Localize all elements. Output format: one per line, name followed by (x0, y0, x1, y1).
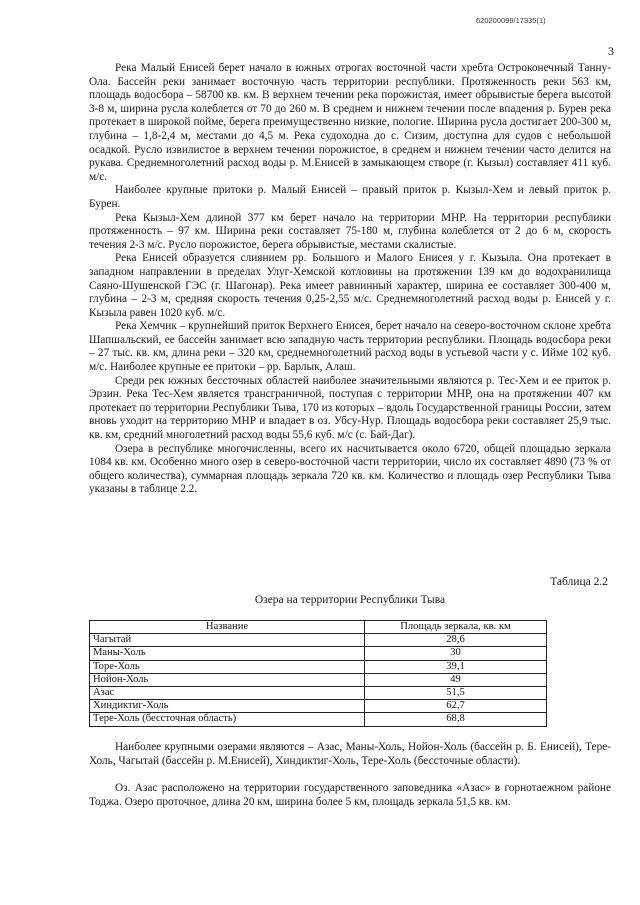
table-row (90, 713, 547, 726)
lake-name: Хиндиктиг-Холь (90, 700, 365, 713)
paragraph-lakes: Озера в республике многочисленны, всего их насчитывается около 6720, общей площадью зеркала 1084 кв. км. Особенно много озер в северо-восточной части территории, число их составляет 4890 (73 % от общего количества), суммарная площадь зеркала 720 кв. км. Количество и площадь озер Республики Тыва указаны в таблице 2.2. (89, 442, 611, 496)
body-text-after-table (89, 741, 611, 823)
column-header-area: Площадь зеркала, кв. км (365, 621, 547, 634)
lake-name: Азас (90, 687, 365, 700)
lake-name: Тере-Холь (бессточная область) (90, 713, 365, 726)
lake-name: Маны-Холь (90, 647, 365, 660)
table-row (90, 634, 547, 647)
table-header-row (90, 621, 547, 634)
table-row (90, 700, 547, 713)
lakes-table (89, 620, 547, 727)
table-row (90, 687, 547, 700)
paragraph-kyzyl-khem: Река Кызыл-Хем длиной 377 км берет начало на территории МНР. На территории республики протяженность – 97 км. Ширина реки составляет 75-180 м, глубина колеблется от 2 до 6 м, скорость течения 2-3 м/с. Русло порожистое, берега обрывистые, местами скалистые. (89, 211, 611, 251)
lake-name: Нойон-Холь (90, 673, 365, 686)
table-row (90, 647, 547, 660)
paragraph-largest-lakes: Наиболее крупными озерами являются – Азас, Маны-Холь, Нойон-Холь (бассейн р. Б. Енисей), Тере-Холь, Чагытай (бассейн р. М.Енисей), Хиндиктиг-Холь, Тере-Холь (бессточные области). (89, 741, 611, 767)
page-number: 3 (608, 44, 614, 58)
paragraph-tributaries: Наиболее крупные притоки р. Малый Енисей – правый приток р. Кызыл-Хем и левый приток р. Бурен. (89, 184, 611, 210)
table-row (90, 660, 547, 673)
lake-area: 30 (365, 647, 547, 660)
lake-name: Чагытай (90, 634, 365, 647)
lake-area: 51,5 (365, 687, 547, 700)
lake-name: Торе-Холь (90, 660, 365, 673)
lake-area: 62,7 (365, 700, 547, 713)
paragraph-tes-khem: Среди рек южных бессточных областей наиболее значительными являются р. Тес-Хем и ее приток р. Эрзин. Река Тес-Хем является трансграничной, поступая с территории МНР, она на протяжении 407 км протекает по территории Республики Тыва, 170 из которых – вдоль Государственной границы России, затем вновь уходит на территорию МНР и впадает в оз. Убсу-Нур. Площадь водосбора реки составляет 25,9 тыс. кв. км, средний многолетний расход воды 55,6 куб. м/с (с. Бай-Даг). (89, 374, 611, 442)
document-id: 620200099/17335(1) (476, 16, 546, 25)
lake-area: 49 (365, 673, 547, 686)
paragraph-azas: Оз. Азас расположено на территории государственного заповедника «Азас» в горнотаежном районе Тоджа. Озеро проточное, длина 20 км, ширина более 5 км, площадь зеркала 51,5 кв. км. (89, 782, 611, 808)
lake-area: 39,1 (365, 660, 547, 673)
table-label: Таблица 2.2 (550, 576, 608, 588)
paragraph-maly-yenisei: Река Малый Енисей берет начало в южных отрогах восточной части хребта Остроконечный Танну-Ола. Бассейн реки занимает восточную часть территории республики. Протяженность реки 563 км, площадь водосбора – 58700 кв. км. В верхнем течении река порожистая, имеет обрывистые берега высотой 3-8 м, ширина русла колеблется от 70 до 260 м. В среднем и нижнем течении после впадения р. Бурен река протекает в широкой пойме, берега преимущественно низкие, пологие. Ширина русла достигает 200-300 м, глубина – 1,8-2,4 м, местами до 4,5 м. Река судоходна до с. Сизим, доступна для судов с небольшой осадкой. Русло извилистое в верхнем течении порожистое, в среднем и нижнем течении часто делится на рукава. Среднемноголетний расход воды р. М.Енисей в замыкающем створе (г. Кызыл) составляет 411 куб. м/с. (89, 62, 611, 183)
body-text (89, 62, 611, 497)
paragraph-yenisei: Река Енисей образуется слиянием рр. Большого и Малого Енисея у г. Кызыла. Она протекает в западном направлении в пределах Улуг-Хемской котловины на протяжении 139 км до водохранилища Саяно-Шушенской ГЭС (г. Шагонар). Река имеет равнинный характер, ширина ее составляет 300-400 м, глубина – 2-3 м, средняя скорость течения 0,25-2,55 м/с. Среднемноголетний расход воды р. Енисей у г. Кызыла равен 1020 куб. м/с. (89, 252, 611, 319)
lake-area: 68,8 (365, 713, 547, 726)
paragraph-khemchik: Река Хемчик – крупнейший приток Верхнего Енисея, берет начало на северо-восточном склоне хребта Шапшальский, ее бассейн занимает всю западную часть территории республики. Площадь водосбора реки – 27 тыс. кв. км, длина реки – 320 км, среднемноголетний расход воды в устьевой части у с. Ийме 102 куб. м/с. Наиболее крупные ее притоки – рр. Барлык, Алаш. (89, 320, 611, 374)
table-title: Озера на территории Республики Тыва (254, 594, 446, 606)
lake-area: 28,6 (365, 634, 547, 647)
column-header-name: Название (90, 621, 365, 634)
table-row (90, 673, 547, 686)
